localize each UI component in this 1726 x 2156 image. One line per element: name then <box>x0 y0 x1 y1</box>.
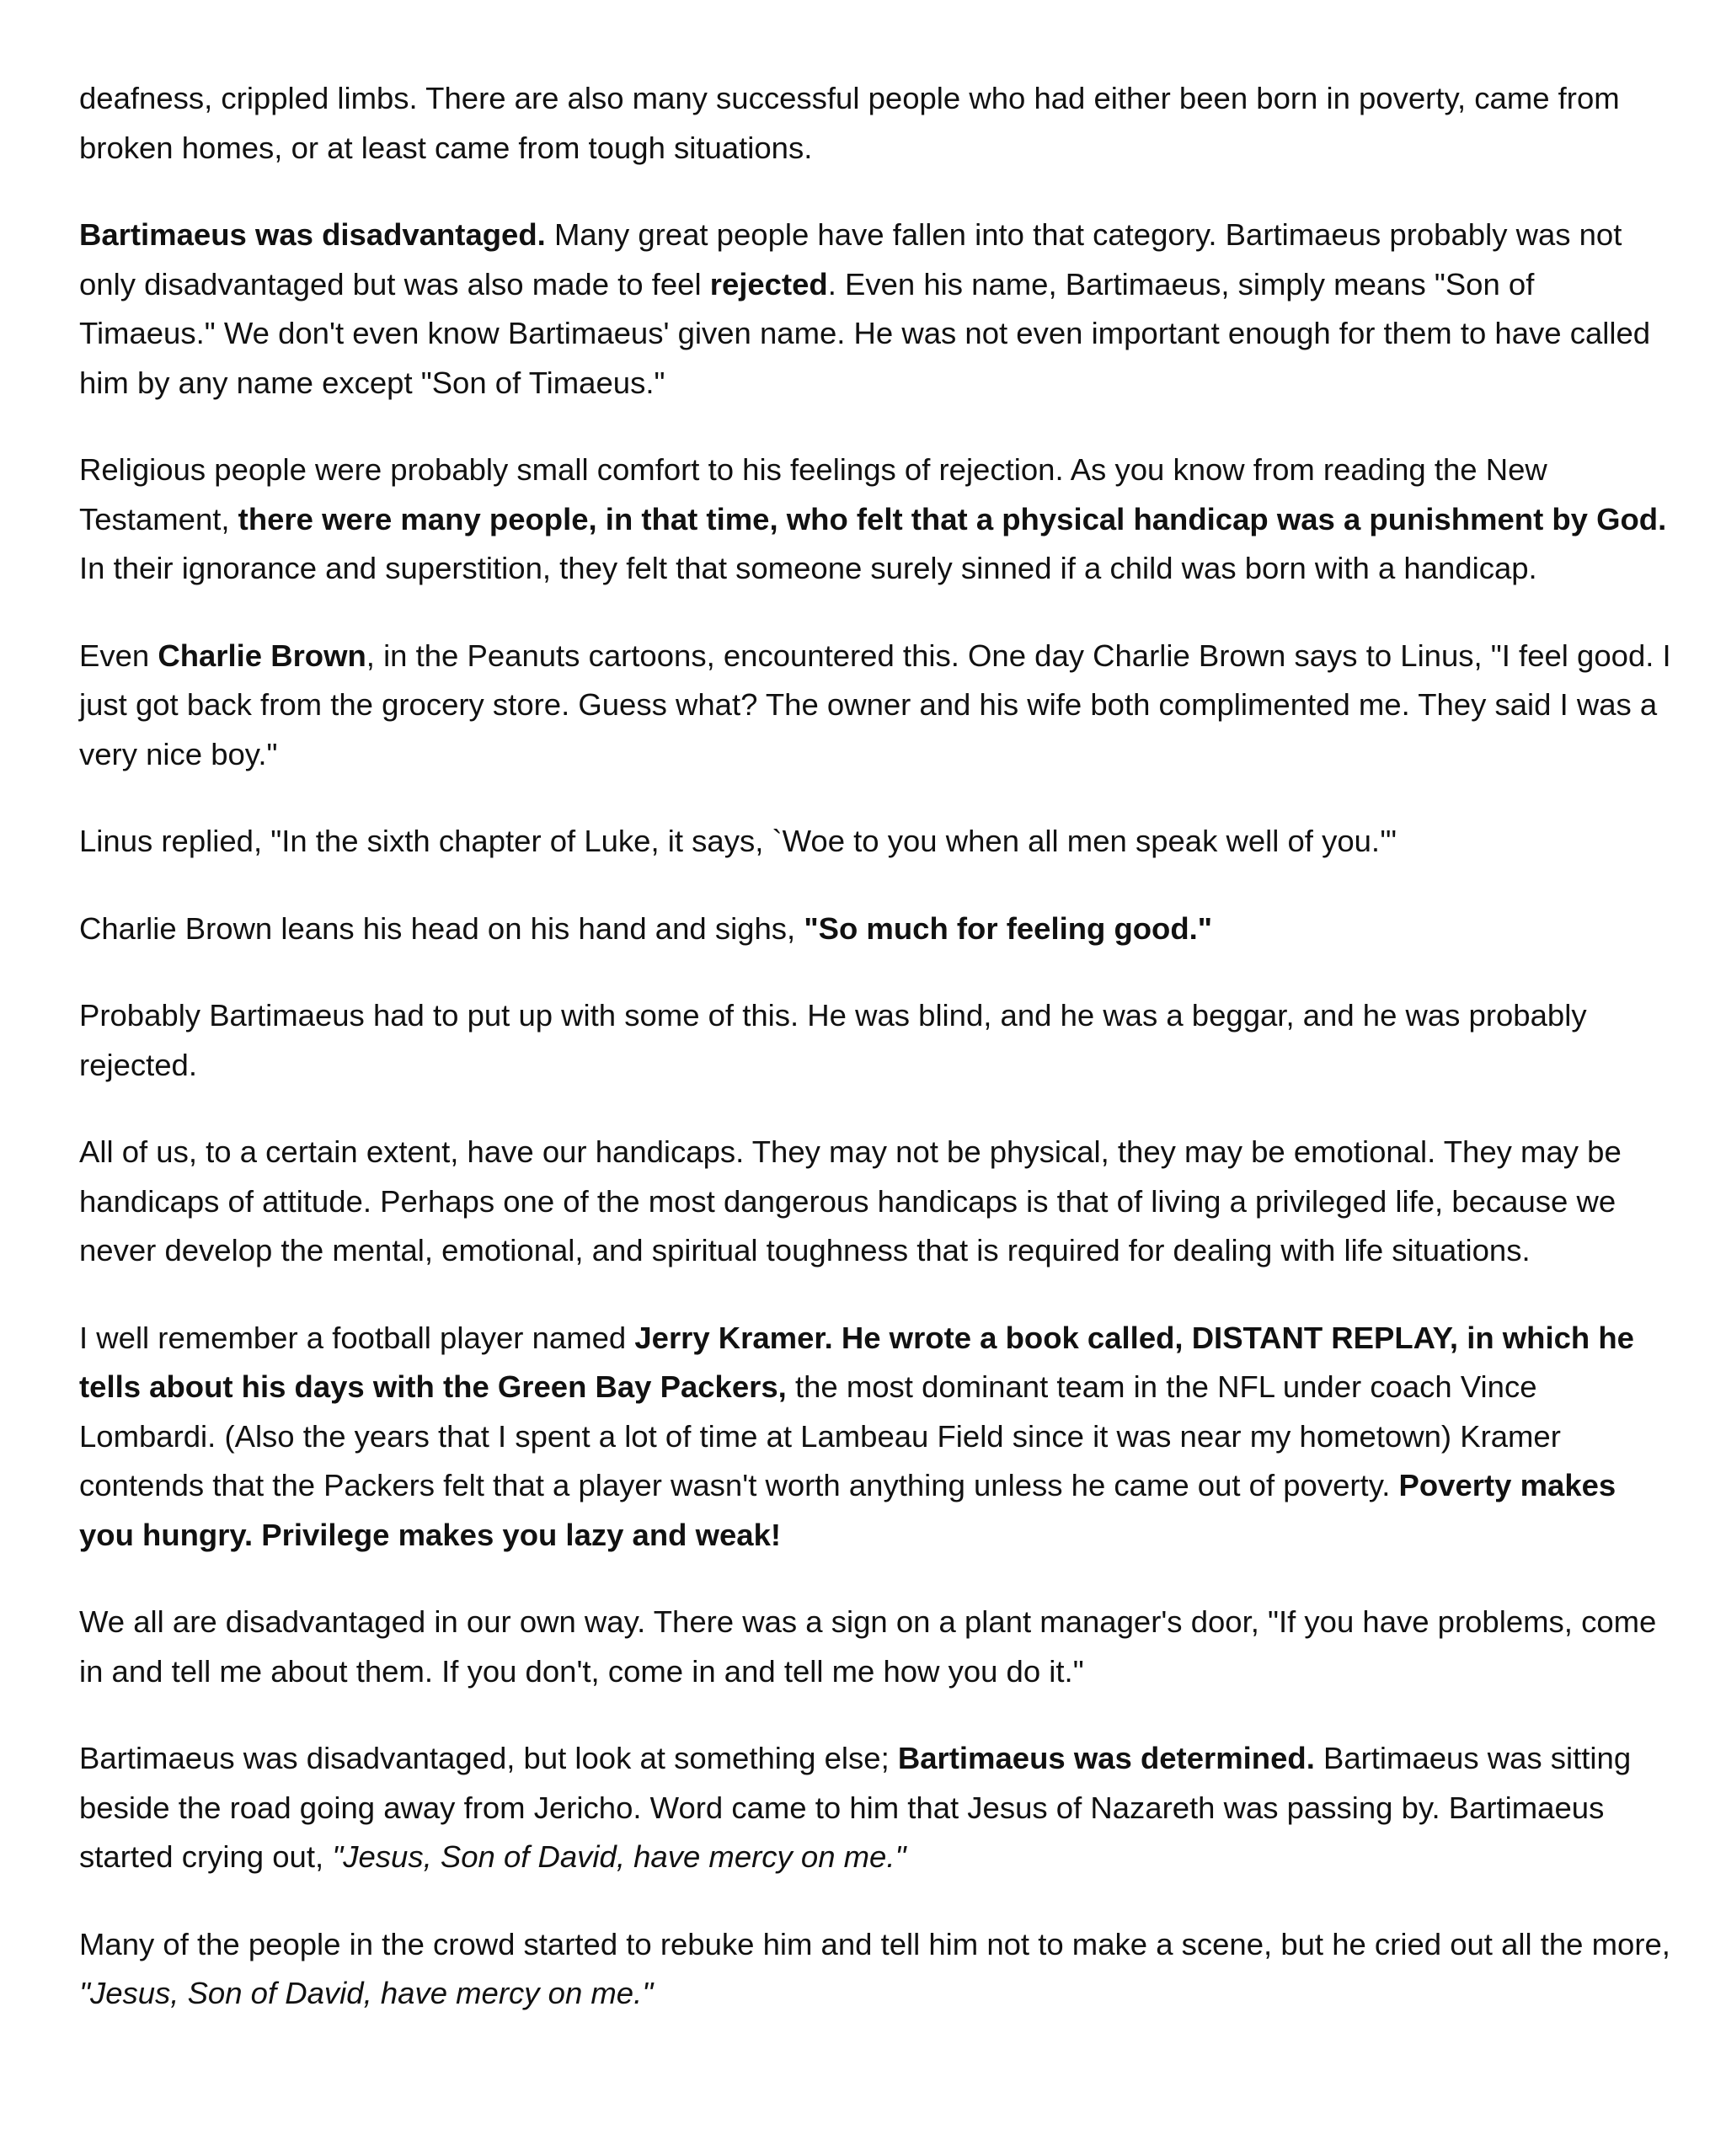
text-run: . Even his name, Bartimaeus, simply means "Son of Timaeus." We don't even know Bartimaeus' given name. He was not even important enough for them to have called him by any name except "Son of Timaeus." <box>79 266 1651 400</box>
text-run: Probably Bartimaeus had to put up with some of this. He was blind, and he was a beggar, and he was probably rejected. <box>79 998 1587 1082</box>
bold-text-run: Bartimaeus was disadvantaged. <box>79 217 546 252</box>
paragraph-10 <box>79 1598 1671 1696</box>
paragraph-1 <box>79 74 1671 173</box>
text-run: Bartimaeus was sitting beside the road going away from Jericho. Word came to him that Jesus of Nazareth was passing by. Bartimaeus started crying out, <box>79 1741 1632 1874</box>
paragraph-6 <box>79 905 1671 954</box>
paragraph-7 <box>79 991 1671 1090</box>
bold-text-run: Bartimaeus was determined. <box>897 1741 1315 1775</box>
bold-text-run: "So much for feeling good." <box>804 910 1213 946</box>
paragraph-12 <box>79 1920 1671 2019</box>
text-run: , in the Peanuts cartoons, encountered this. One day Charlie Brown says to Linus, "I feel good. I just got back from the grocery store. Guess what? The owner and his wife both complimented me. They said I was a very nice boy." <box>79 638 1671 771</box>
paragraph-3 <box>79 446 1671 594</box>
text-run: Many great people have fallen into that category. Bartimaeus probably was not only disadvantaged but was also made to feel <box>79 217 1622 302</box>
text-run: deafness, crippled limbs. There are also many successful people who had either been born in poverty, came from broken homes, or at least came from tough situations. <box>79 81 1620 165</box>
document-page <box>79 74 1671 2057</box>
italic-text-run: "Jesus, Son of David, have mercy on me." <box>79 1976 654 2010</box>
text-run: Many of the people in the crowd started to rebuke him and tell him not to make a scene, but he cried out all the more, <box>79 1926 1670 1961</box>
text-run: Linus replied, "In the sixth chapter of Luke, it says, `Woe to you when all men speak well of you.'" <box>79 824 1397 858</box>
paragraph-4 <box>79 632 1671 780</box>
paragraph-5 <box>79 817 1671 867</box>
text-run: Bartimaeus was disadvantaged, but look at something else; <box>79 1741 898 1775</box>
paragraph-9 <box>79 1314 1671 1561</box>
text-run: Even <box>79 638 158 673</box>
text-run: In their ignorance and superstition, they felt that someone surely sinned if a child was born with a handicap. <box>79 551 1537 585</box>
italic-text-run: "Jesus, Son of David, have mercy on me." <box>332 1839 906 1874</box>
text-run: I well remember a football player named <box>79 1320 635 1355</box>
paragraph-8 <box>79 1128 1671 1276</box>
bold-text-run: there were many people, in that time, who felt that a physical handicap was a punishment by God. <box>238 501 1667 536</box>
bold-text-run: Charlie Brown <box>158 638 366 673</box>
bold-text-run: Jerry Kramer. He wrote a book called, DISTANT REPLAY, in which he tells about his days with the Green Bay Packers, <box>79 1320 1634 1404</box>
paragraph-11 <box>79 1734 1671 1882</box>
text-run: We all are disadvantaged in our own way. There was a sign on a plant manager's door, "If you have problems, come in and tell me about them. If you don't, come in and tell me how you do it." <box>79 1604 1657 1689</box>
text-run: All of us, to a certain extent, have our handicaps. They may not be physical, they may be emotional. They may be handicaps of attitude. Perhaps one of the most dangerous handicaps is that of living a privileged life, because we never develop the mental, emotional, and spiritual toughness that is required for dealing with life situations. <box>79 1134 1622 1267</box>
paragraph-2 <box>79 211 1671 408</box>
bold-text-run: rejected <box>709 266 828 302</box>
text-run: the most dominant team in the NFL under coach Vince Lombardi. (Also the years that I spent a lot of time at Lambeau Field since it was near my hometown) Kramer contends that the Packers felt that a player wasn't worth anything unless he came out of poverty. <box>79 1369 1561 1502</box>
text-run: Religious people were probably small comfort to his feelings of rejection. As you know from reading the New Testament, <box>79 452 1547 536</box>
text-run: Charlie Brown leans his head on his hand and sighs, <box>79 910 804 946</box>
bold-text-run: Poverty makes you hungry. Privilege makes you lazy and weak! <box>79 1468 1616 1552</box>
